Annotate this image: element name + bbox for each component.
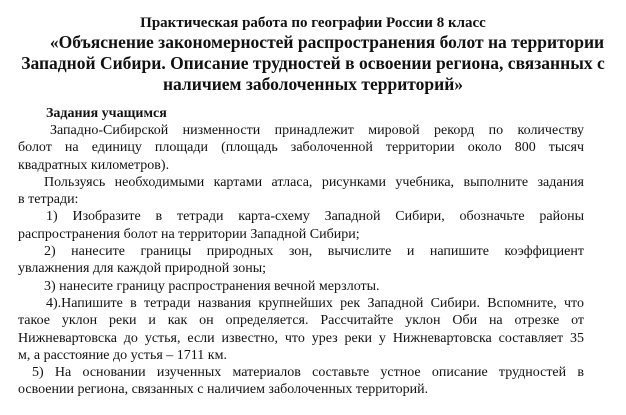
body-line: Нижневартовска до устья, если известно, что урез реки у Нижневартовска составляет 35	[18, 330, 584, 346]
body-line: квадратных километров).	[18, 157, 170, 173]
task-item: 1) Изобразите в тетради карта-схему Западной Сибири, обозначьте районы	[46, 209, 584, 225]
title-line: Западной Сибири. Описание трудностей в освоении региона, связанных с	[21, 53, 605, 73]
task-item: 2) нанесите границы природных зон, вычислите и напишите коэффициент	[44, 244, 584, 260]
body-line: Западно-Сибирской низменности принадлежит мировой рекорд по количеству	[50, 123, 584, 138]
task-item: 3) нанесите границу распространения вечной мерзлоты.	[44, 278, 380, 294]
section-heading: Задания учащимся	[46, 106, 167, 121]
body-line: в тетради:	[18, 192, 79, 208]
assignment-body	[18, 122, 584, 399]
body-line: освоении региона, связанных с наличием заболоченных территорий.	[18, 382, 429, 398]
body-line: болот на единицу площади (площадь заболоченной территории около 800 тысяч	[18, 140, 584, 156]
title-line: наличием заболоченных территорий»	[162, 74, 464, 94]
document-subtitle: Практическая работа по географии России 8 класс	[140, 15, 486, 31]
task-item: 4).Напишите в тетради названия крупнейших рек Западной Сибири. Вспомните, что	[46, 295, 584, 311]
task-item: 5) На основании изученных материалов составьте устное описание трудностей в	[32, 365, 584, 381]
document-title	[14, 32, 612, 95]
body-line: такое уклон реки и как он определяется. Рассчитайте уклон Оби на отрезке от	[18, 313, 584, 329]
body-line: м, а расстояние до устья – 1711 км.	[18, 347, 227, 363]
body-line: увлажнения для каждой природной зоны;	[18, 261, 266, 277]
body-line: распространения болот на территории Западной Сибири;	[18, 226, 360, 242]
body-line: Пользуясь необходимыми картами атласа, рисунками учебника, выполните задания	[44, 174, 584, 190]
title-line: «Объяснение закономерностей распространения болот на территории	[49, 32, 605, 52]
